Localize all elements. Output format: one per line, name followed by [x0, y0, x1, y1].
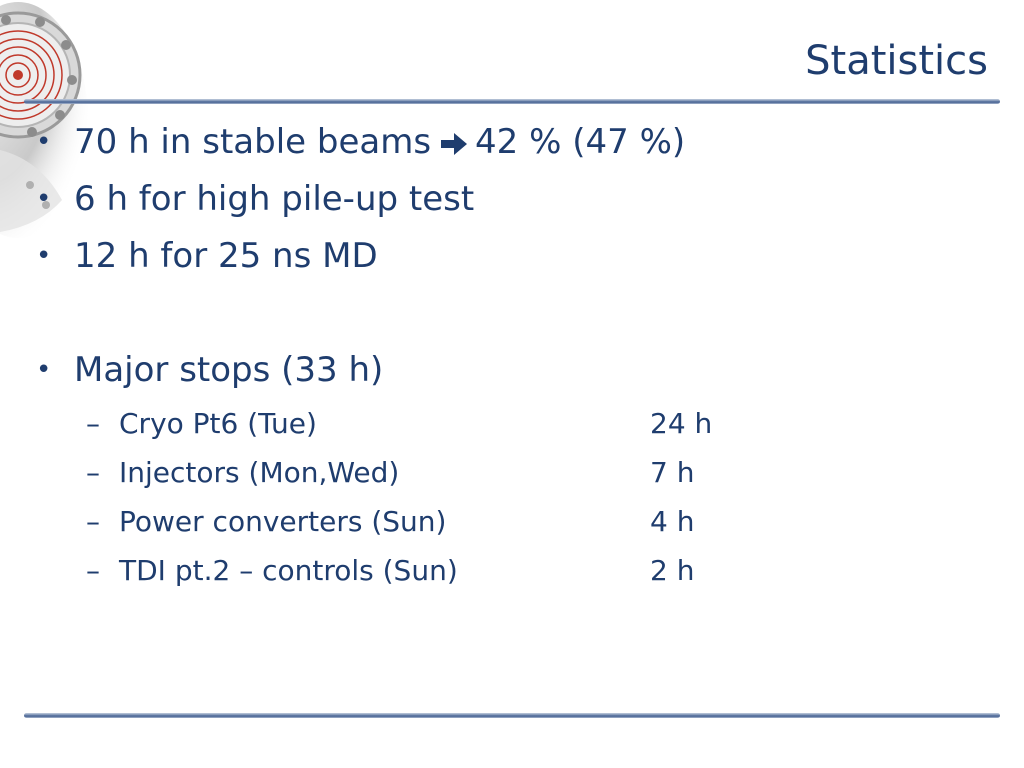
bullet-text: 12 h for 25 ns MD [74, 236, 378, 276]
sub-bullet-text: Injectors (Mon,Wed) [119, 456, 400, 489]
bullet-text: Major stops (33 h) [74, 350, 384, 390]
sub-bullet-value: 4 h [650, 505, 695, 538]
slide-title: Statistics [805, 38, 988, 84]
sub-bullet-text: TDI pt.2 – controls (Sun) [119, 554, 458, 587]
bullet-item-major-stops [36, 347, 936, 404]
bullet-text: 6 h for high pile-up test [74, 179, 475, 219]
dash-marker: – [86, 456, 100, 489]
bullet-item [36, 176, 936, 233]
sub-bullet-text: Power converters (Sun) [119, 505, 447, 538]
arrow-right-icon [439, 131, 469, 157]
dash-marker: – [86, 554, 100, 587]
sub-bullet-value: 7 h [650, 456, 695, 489]
footer-divider [24, 713, 1000, 718]
sub-bullet-item [36, 404, 936, 453]
sub-bullet-item [36, 453, 936, 502]
sub-bullet-value: 2 h [650, 554, 695, 587]
bullet-text-stable-beams: 70 h in stable beams [74, 122, 432, 162]
bullet-list [36, 119, 936, 600]
bullet-item [36, 119, 936, 176]
sub-bullet-value: 24 h [650, 407, 713, 440]
bullet-marker: • [36, 184, 52, 214]
dash-marker: – [86, 407, 100, 440]
sub-bullet-item [36, 502, 936, 551]
bullet-marker: • [36, 127, 52, 157]
sub-bullet-text: Cryo Pt6 (Tue) [119, 407, 317, 440]
bullet-marker: • [36, 355, 52, 385]
bullet-item [36, 233, 936, 290]
sub-bullet-item [36, 551, 936, 600]
bullet-text-percent: 42 % (47 %) [475, 122, 686, 162]
dash-marker: – [86, 505, 100, 538]
bullet-marker: • [36, 241, 52, 271]
title-divider [24, 99, 1000, 104]
